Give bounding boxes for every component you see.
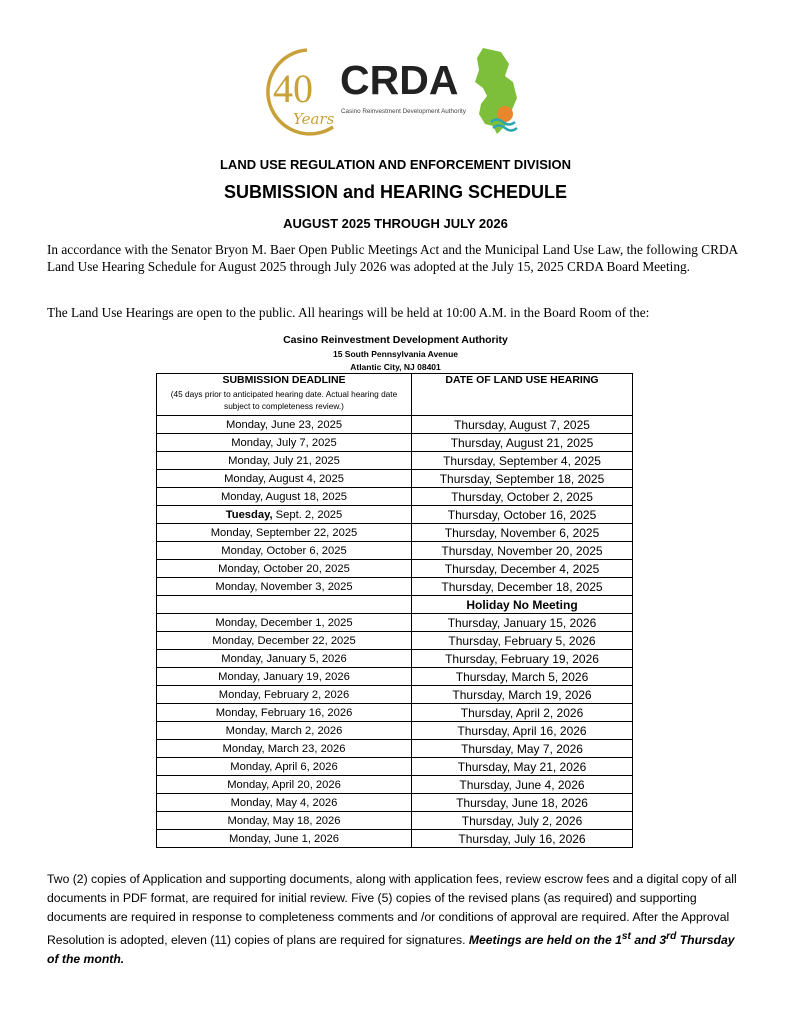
table-row [157, 596, 633, 614]
table-row [157, 614, 633, 632]
logo-crda: CRDA [340, 57, 459, 103]
submission-deadline-cell [157, 650, 412, 668]
table-row [157, 830, 633, 848]
submission-deadline-cell [157, 830, 412, 848]
location-city: Atlantic City, NJ 08401 [350, 362, 441, 372]
hearing-date-cell: Thursday, December 18, 2025 [412, 578, 633, 596]
deadline-date: Monday, August 4, 2025 [224, 472, 344, 485]
hearing-date-cell: Thursday, February 5, 2026 [412, 632, 633, 650]
table-row [157, 542, 633, 560]
table-row [157, 578, 633, 596]
table-row [157, 704, 633, 722]
intro-paragraph: In accordance with the Senator Bryon M. Baer Open Public Meetings Act and the Municipal Land Use Law, the following CRDA Land Use Hearing Schedule for August 2025 through July 2026 was adopted at the July 15, 2025 CRDA Board Meeting. [47, 242, 738, 274]
hearing-date-cell: Thursday, March 5, 2026 [412, 668, 633, 686]
deadline-date: Monday, March 2, 2026 [225, 724, 343, 737]
schedule-period: AUGUST 2025 THROUGH JULY 2026 [283, 216, 508, 231]
hearing-date-cell: Thursday, September 18, 2025 [412, 470, 633, 488]
hearing-date-header: DATE OF LAND USE HEARING [412, 374, 633, 416]
submission-deadline-label: SUBMISSION DEADLINE [222, 374, 346, 386]
submission-deadline-cell [157, 452, 412, 470]
table-row [157, 776, 633, 794]
table-row [157, 650, 633, 668]
hearing-date-cell: Thursday, July 2, 2026 [412, 812, 633, 830]
table-row [157, 434, 633, 452]
deadline-date: Monday, February 16, 2026 [215, 706, 353, 719]
page-title: SUBMISSION and HEARING SCHEDULE [223, 182, 568, 202]
table-row [157, 758, 633, 776]
submission-deadline-cell [157, 776, 412, 794]
submission-deadline-cell [157, 416, 412, 434]
deadline-date: Monday, December 22, 2025 [212, 634, 356, 647]
new-jersey-icon [475, 48, 517, 134]
hearing-date-cell: Thursday, July 16, 2026 [412, 830, 633, 848]
table-row [157, 524, 633, 542]
location-address: 15 South Pennsylvania Avenue [332, 349, 459, 359]
hearing-date-cell: Thursday, December 4, 2025 [412, 560, 633, 578]
submission-deadline-cell [157, 740, 412, 758]
submission-deadline-cell [157, 596, 412, 614]
submission-deadline-cell [157, 722, 412, 740]
hearing-date-cell: Thursday, March 19, 2026 [412, 686, 633, 704]
submission-deadline-cell [157, 434, 412, 452]
deadline-date: Monday, March 23, 2026 [222, 742, 346, 755]
logo-number: 40 [273, 66, 313, 111]
table-row [157, 686, 633, 704]
logo-years: Years [293, 110, 335, 128]
schedule-table [156, 373, 633, 848]
deadline-date: Monday, July 7, 2025 [231, 436, 337, 449]
deadline-date: Monday, October 6, 2025 [221, 544, 347, 557]
deadline-date: Monday, August 18, 2025 [220, 490, 348, 503]
hearing-date-cell: Thursday, August 21, 2025 [412, 434, 633, 452]
hearing-date-cell: Thursday, August 7, 2025 [412, 416, 633, 434]
submission-deadline-cell [157, 578, 412, 596]
deadline-date: Monday, May 18, 2026 [227, 814, 341, 827]
submission-deadline-cell [157, 794, 412, 812]
submission-deadline-cell [157, 560, 412, 578]
hearing-date-cell: Thursday, November 6, 2025 [412, 524, 633, 542]
table-row [157, 416, 633, 434]
meeting-frequency-note: Meetings are held on the 1st and 3rd Thursday of the month. [47, 931, 735, 967]
table-row [157, 470, 633, 488]
hearing-date-cell: Thursday, September 4, 2025 [412, 452, 633, 470]
submission-deadline-cell [157, 704, 412, 722]
deadline-date: Monday, June 1, 2026 [229, 832, 339, 845]
submission-deadline-cell [157, 470, 412, 488]
hearing-date-cell: Thursday, October 2, 2025 [412, 488, 633, 506]
public-notice: The Land Use Hearings are open to the public. All hearings will be held at 10:00 A.M. in the Board Room of the: [47, 305, 650, 320]
hearing-date-cell: Thursday, May 21, 2026 [412, 758, 633, 776]
submission-deadline-header [157, 374, 412, 416]
table-row [157, 794, 633, 812]
submission-deadline-cell [157, 632, 412, 650]
table-row [157, 506, 633, 524]
submission-deadline-cell [157, 812, 412, 830]
deadline-date: Sept. 2, 2025 [272, 508, 343, 521]
hearing-date-cell: Thursday, February 19, 2026 [412, 650, 633, 668]
submission-deadline-cell [157, 524, 412, 542]
deadline-date: Monday, January 19, 2026 [218, 670, 350, 683]
table-row [157, 740, 633, 758]
deadline-date: Monday, September 22, 2025 [210, 526, 358, 539]
deadline-day: Tuesday, [225, 508, 273, 521]
deadline-date: Monday, June 23, 2025 [225, 418, 343, 431]
table-row [157, 812, 633, 830]
deadline-date: Monday, July 21, 2025 [228, 454, 340, 467]
hearing-date-cell: Thursday, November 20, 2025 [412, 542, 633, 560]
hearing-date-cell: Thursday, October 16, 2025 [412, 506, 633, 524]
table-row [157, 560, 633, 578]
submission-deadline-note: (45 days prior to anticipated hearing date. Actual hearing date subject to completeness review.) [170, 389, 398, 411]
deadline-date: Monday, November 3, 2025 [215, 580, 353, 593]
table-row [157, 488, 633, 506]
holiday-cell: Holiday No Meeting [412, 596, 633, 614]
table-row [157, 722, 633, 740]
submission-deadline-cell [157, 506, 412, 524]
table-row [157, 668, 633, 686]
footer-text: Two (2) copies of Application and supporting documents, along with application fees, review escrow fees and a digital copy of all documents in PDF format, are required for initial review. Five (5) copies of the revised plans (as required) and supporting documents are required in response to completeness comments and /or conditions of approval are required. After the Approval Resolution is adopted, eleven (11) copies of plans are required for signatures. [47, 872, 737, 948]
footer-paragraph [47, 870, 747, 969]
deadline-date: Monday, April 20, 2026 [227, 778, 341, 791]
hearing-date-cell: Thursday, June 18, 2026 [412, 794, 633, 812]
hearing-date-cell: Thursday, April 2, 2026 [412, 704, 633, 722]
division-heading: LAND USE REGULATION AND ENFORCEMENT DIVISION [219, 157, 571, 172]
submission-deadline-cell [157, 614, 412, 632]
submission-deadline-cell [157, 758, 412, 776]
logo-subtitle: Casino Reinvestment Development Authority [341, 108, 466, 115]
deadline-date: Monday, January 5, 2026 [221, 652, 347, 665]
deadline-date: Monday, May 4, 2026 [230, 796, 338, 809]
hearing-date-cell: Thursday, June 4, 2026 [412, 776, 633, 794]
submission-deadline-cell [157, 668, 412, 686]
crda-40-years-logo [255, 42, 540, 142]
deadline-date: Monday, December 1, 2025 [215, 616, 353, 629]
table-row [157, 452, 633, 470]
hearing-date-cell: Thursday, April 16, 2026 [412, 722, 633, 740]
table-row [157, 632, 633, 650]
deadline-date: Monday, February 2, 2026 [218, 688, 350, 701]
submission-deadline-cell [157, 488, 412, 506]
deadline-date: Monday, April 6, 2026 [230, 760, 338, 773]
submission-deadline-cell [157, 686, 412, 704]
deadline-date: Monday, October 20, 2025 [218, 562, 350, 575]
hearing-date-cell: Thursday, May 7, 2026 [412, 740, 633, 758]
location-name: Casino Reinvestment Development Authority [283, 334, 508, 346]
submission-deadline-cell [157, 542, 412, 560]
hearing-date-cell: Thursday, January 15, 2026 [412, 614, 633, 632]
table-header-row [157, 374, 633, 416]
